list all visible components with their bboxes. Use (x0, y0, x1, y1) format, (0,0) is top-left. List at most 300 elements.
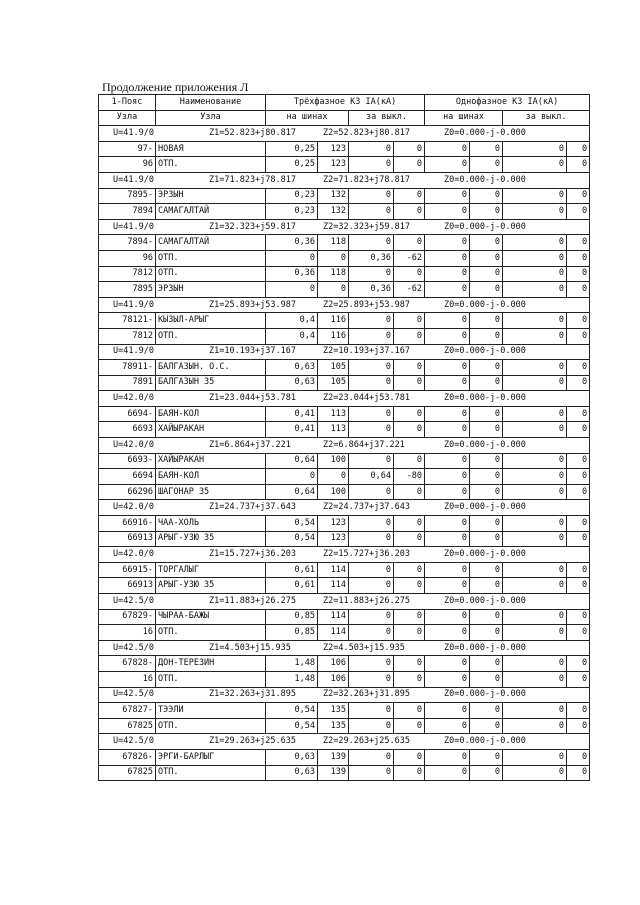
node-name: БАЯН-КОЛ (156, 469, 266, 485)
section-parameters (99, 391, 590, 407)
node-name: ХАЙЫРАКАН (156, 453, 266, 469)
3ph-bus-angle: 114 (318, 609, 349, 625)
table-row (99, 718, 590, 734)
3ph-switch-angle: 0 (394, 625, 425, 641)
section-u: U=41.9/0 (113, 221, 154, 232)
3ph-bus-angle: 123 (318, 516, 349, 532)
3ph-switch-current: 0 (349, 422, 394, 438)
3ph-bus-angle: 106 (318, 671, 349, 687)
3ph-switch-angle: 0 (394, 422, 425, 438)
3ph-switch-current: 0 (349, 360, 394, 376)
3ph-switch-angle: 0 (394, 313, 425, 329)
1ph-switch-angle: 0 (567, 157, 590, 173)
3ph-switch-angle: -80 (394, 469, 425, 485)
1ph-bus-current: 0 (425, 516, 470, 532)
section-z1: Z1=6.864+j37.221 (209, 439, 291, 450)
section-u: U=42.0/0 (113, 549, 154, 560)
section-z1: Z1=71.823+j78.817 (209, 174, 296, 185)
section-row (99, 734, 590, 750)
1ph-switch-angle: 0 (567, 375, 590, 391)
1ph-bus-angle: 0 (470, 765, 503, 781)
header-node-number: 1-Пояс (99, 95, 156, 111)
3ph-bus-current: 0,23 (266, 188, 318, 204)
1ph-bus-current: 0 (425, 282, 470, 298)
1ph-bus-angle: 0 (470, 282, 503, 298)
1ph-switch-current: 0 (503, 656, 567, 672)
table-row (99, 141, 590, 157)
1ph-switch-angle: 0 (567, 484, 590, 500)
3ph-bus-current: 0,54 (266, 531, 318, 547)
1ph-bus-angle: 0 (470, 313, 503, 329)
node-number: 16 (99, 671, 156, 687)
3ph-bus-current: 0,63 (266, 765, 318, 781)
section-u: U=42.5/0 (113, 595, 154, 606)
header-1ph-behind-switch: за выкл. (503, 110, 590, 126)
1ph-switch-current: 0 (503, 484, 567, 500)
header-node: Узла (99, 110, 156, 126)
1ph-switch-current: 0 (503, 188, 567, 204)
1ph-switch-angle: 0 (567, 609, 590, 625)
3ph-switch-angle: 0 (394, 157, 425, 173)
1ph-switch-angle: 0 (567, 703, 590, 719)
section-row (99, 172, 590, 188)
3ph-bus-current: 0,41 (266, 406, 318, 422)
1ph-bus-current: 0 (425, 157, 470, 173)
1ph-bus-current: 0 (425, 562, 470, 578)
header-3ph-behind-switch: за выкл. (349, 110, 425, 126)
node-number: 78121- (99, 313, 156, 329)
1ph-bus-angle: 0 (470, 188, 503, 204)
3ph-switch-current: 0,64 (349, 469, 394, 485)
node-name: КЫЗЫЛ-АРЫГ (156, 313, 266, 329)
node-name: ЭРГИ-БАРЛЫГ (156, 749, 266, 765)
1ph-switch-current: 0 (503, 703, 567, 719)
3ph-switch-current: 0 (349, 703, 394, 719)
1ph-bus-current: 0 (425, 235, 470, 251)
3ph-switch-angle: 0 (394, 204, 425, 220)
node-number: 66913 (99, 531, 156, 547)
1ph-switch-angle: 0 (567, 531, 590, 547)
1ph-switch-current: 0 (503, 718, 567, 734)
1ph-switch-angle: 0 (567, 406, 590, 422)
node-name: АРЫГ-УЗЮ 35 (156, 578, 266, 594)
3ph-switch-angle: 0 (394, 656, 425, 672)
node-name: ЭРЗЫН (156, 282, 266, 298)
section-u: U=42.0/0 (113, 439, 154, 450)
1ph-switch-angle: 0 (567, 141, 590, 157)
3ph-bus-current: 0 (266, 282, 318, 298)
header-row-2 (99, 110, 590, 126)
table-row (99, 204, 590, 220)
section-parameters (99, 438, 590, 454)
3ph-switch-angle: -62 (394, 282, 425, 298)
section-z2: Z2=52.823+j80.817 (323, 127, 410, 138)
3ph-switch-angle: 0 (394, 188, 425, 204)
node-name: ТЭЭЛИ (156, 703, 266, 719)
3ph-switch-angle: 0 (394, 531, 425, 547)
section-z0: Z0=0.000-j-0.000 (444, 221, 526, 232)
1ph-switch-current: 0 (503, 360, 567, 376)
table-row (99, 250, 590, 266)
1ph-bus-current: 0 (425, 328, 470, 344)
3ph-switch-current: 0 (349, 406, 394, 422)
3ph-switch-current: 0 (349, 562, 394, 578)
3ph-switch-angle: 0 (394, 375, 425, 391)
1ph-switch-current: 0 (503, 749, 567, 765)
node-name: ОТП. (156, 671, 266, 687)
1ph-bus-angle: 0 (470, 703, 503, 719)
3ph-bus-angle: 105 (318, 360, 349, 376)
3ph-switch-angle: 0 (394, 765, 425, 781)
3ph-bus-angle: 114 (318, 578, 349, 594)
3ph-bus-current: 0,36 (266, 235, 318, 251)
section-z0: Z0=0.000-j-0.000 (444, 502, 526, 513)
node-number: 78911- (99, 360, 156, 376)
1ph-switch-angle: 0 (567, 313, 590, 329)
1ph-bus-current: 0 (425, 188, 470, 204)
1ph-bus-current: 0 (425, 578, 470, 594)
section-parameters (99, 219, 590, 235)
3ph-switch-angle: 0 (394, 516, 425, 532)
section-z2: Z2=32.263+j31.895 (323, 689, 410, 700)
node-number: 67827- (99, 703, 156, 719)
3ph-switch-angle: -62 (394, 250, 425, 266)
table-row (99, 328, 590, 344)
3ph-bus-current: 0,64 (266, 484, 318, 500)
node-name: ОТП. (156, 266, 266, 282)
section-parameters (99, 344, 590, 360)
1ph-bus-current: 0 (425, 703, 470, 719)
node-name: ЧЫРАА-БАЖЫ (156, 609, 266, 625)
section-z2: Z2=24.737+j37.643 (323, 502, 410, 513)
1ph-bus-angle: 0 (470, 484, 503, 500)
node-number: 7894 (99, 204, 156, 220)
table-row (99, 406, 590, 422)
3ph-bus-angle: 100 (318, 453, 349, 469)
1ph-switch-current: 0 (503, 531, 567, 547)
table-row (99, 656, 590, 672)
3ph-switch-current: 0 (349, 375, 394, 391)
3ph-bus-current: 0,41 (266, 422, 318, 438)
section-z2: Z2=71.823+j78.817 (323, 174, 410, 185)
3ph-switch-current: 0 (349, 313, 394, 329)
node-number: 6694 (99, 469, 156, 485)
section-row (99, 297, 590, 313)
1ph-bus-angle: 0 (470, 671, 503, 687)
3ph-bus-angle: 135 (318, 703, 349, 719)
node-name: ОТП. (156, 157, 266, 173)
3ph-bus-angle: 123 (318, 531, 349, 547)
node-number: 66916- (99, 516, 156, 532)
1ph-switch-current: 0 (503, 625, 567, 641)
3ph-switch-current: 0,36 (349, 250, 394, 266)
section-row (99, 547, 590, 563)
3ph-bus-angle: 139 (318, 749, 349, 765)
1ph-bus-current: 0 (425, 469, 470, 485)
3ph-bus-current: 0,54 (266, 718, 318, 734)
node-name: ДОН-ТЕРЕЗИН (156, 656, 266, 672)
1ph-bus-current: 0 (425, 671, 470, 687)
3ph-bus-current: 0,63 (266, 375, 318, 391)
node-name: БАЛГАЗЫН. О.С. (156, 360, 266, 376)
1ph-switch-current: 0 (503, 375, 567, 391)
section-parameters (99, 126, 590, 142)
3ph-bus-current: 0,25 (266, 141, 318, 157)
1ph-bus-current: 0 (425, 266, 470, 282)
1ph-switch-angle: 0 (567, 656, 590, 672)
1ph-switch-angle: 0 (567, 765, 590, 781)
3ph-bus-angle: 113 (318, 406, 349, 422)
table-row (99, 235, 590, 251)
node-number: 7891 (99, 375, 156, 391)
3ph-switch-current: 0 (349, 141, 394, 157)
3ph-switch-current: 0 (349, 578, 394, 594)
3ph-bus-angle: 132 (318, 204, 349, 220)
3ph-bus-angle: 114 (318, 625, 349, 641)
node-number: 66913 (99, 578, 156, 594)
1ph-bus-angle: 0 (470, 235, 503, 251)
1ph-bus-current: 0 (425, 656, 470, 672)
table-row (99, 562, 590, 578)
node-number: 16 (99, 625, 156, 641)
3ph-switch-current: 0 (349, 765, 394, 781)
section-z0: Z0=0.000-j-0.000 (444, 736, 526, 747)
section-row (99, 344, 590, 360)
3ph-switch-angle: 0 (394, 671, 425, 687)
section-z1: Z1=11.883+j26.275 (209, 595, 296, 606)
table-row (99, 671, 590, 687)
3ph-switch-current: 0 (349, 235, 394, 251)
section-z0: Z0=0.000-j-0.000 (444, 299, 526, 310)
3ph-switch-angle: 0 (394, 406, 425, 422)
node-number: 6694- (99, 406, 156, 422)
1ph-bus-angle: 0 (470, 157, 503, 173)
3ph-switch-angle: 0 (394, 141, 425, 157)
node-name: НОВАЯ (156, 141, 266, 157)
1ph-bus-angle: 0 (470, 422, 503, 438)
table-row (99, 484, 590, 500)
section-z0: Z0=0.000-j-0.000 (444, 642, 526, 653)
section-parameters (99, 297, 590, 313)
3ph-switch-current: 0 (349, 453, 394, 469)
3ph-bus-angle: 132 (318, 188, 349, 204)
section-u: U=41.9/0 (113, 127, 154, 138)
1ph-bus-current: 0 (425, 313, 470, 329)
3ph-bus-current: 0,54 (266, 516, 318, 532)
node-name: АРЫГ-УЗЮ 35 (156, 531, 266, 547)
section-parameters (99, 594, 590, 610)
3ph-bus-current: 0,36 (266, 266, 318, 282)
section-u: U=41.9/0 (113, 174, 154, 185)
table-row (99, 516, 590, 532)
node-name: ОТП. (156, 765, 266, 781)
3ph-bus-current: 1,48 (266, 656, 318, 672)
header-node-name: Узла (156, 110, 266, 126)
header-three-phase: Трёхфазное КЗ IA(кА) (266, 95, 425, 111)
1ph-bus-angle: 0 (470, 204, 503, 220)
1ph-bus-current: 0 (425, 375, 470, 391)
1ph-bus-current: 0 (425, 250, 470, 266)
node-number: 67828- (99, 656, 156, 672)
1ph-bus-angle: 0 (470, 141, 503, 157)
1ph-switch-current: 0 (503, 157, 567, 173)
node-name: ЭРЗЫН (156, 188, 266, 204)
3ph-bus-angle: 100 (318, 484, 349, 500)
section-z1: Z1=15.727+j36.203 (209, 549, 296, 560)
node-number: 67826- (99, 749, 156, 765)
3ph-bus-angle: 118 (318, 235, 349, 251)
node-name: ОТП. (156, 718, 266, 734)
1ph-bus-current: 0 (425, 718, 470, 734)
node-number: 96 (99, 157, 156, 173)
short-circuit-table (98, 94, 590, 781)
section-z1: Z1=4.503+j15.935 (209, 642, 291, 653)
3ph-switch-current: 0 (349, 656, 394, 672)
section-u: U=42.5/0 (113, 736, 154, 747)
section-u: U=41.9/0 (113, 299, 154, 310)
node-number: 67829- (99, 609, 156, 625)
1ph-bus-angle: 0 (470, 328, 503, 344)
node-number: 66296 (99, 484, 156, 500)
table-row (99, 375, 590, 391)
3ph-bus-current: 0,85 (266, 609, 318, 625)
3ph-switch-angle: 0 (394, 453, 425, 469)
section-z0: Z0=0.000-j-0.000 (444, 346, 526, 357)
section-z2: Z2=15.727+j36.203 (323, 549, 410, 560)
3ph-bus-angle: 0 (318, 282, 349, 298)
3ph-switch-angle: 0 (394, 749, 425, 765)
1ph-bus-angle: 0 (470, 406, 503, 422)
3ph-bus-current: 0,4 (266, 328, 318, 344)
table-row (99, 531, 590, 547)
1ph-bus-angle: 0 (470, 375, 503, 391)
3ph-switch-current: 0 (349, 749, 394, 765)
node-number: 7895- (99, 188, 156, 204)
1ph-switch-angle: 0 (567, 422, 590, 438)
1ph-bus-angle: 0 (470, 469, 503, 485)
1ph-bus-angle: 0 (470, 609, 503, 625)
3ph-switch-current: 0 (349, 625, 394, 641)
section-row (99, 219, 590, 235)
section-z0: Z0=0.000-j-0.000 (444, 439, 526, 450)
node-number: 6693- (99, 453, 156, 469)
node-name: БАЯН-КОЛ (156, 406, 266, 422)
table-row (99, 453, 590, 469)
1ph-switch-current: 0 (503, 516, 567, 532)
node-number: 67825 (99, 765, 156, 781)
node-name: ШАГОНАР 35 (156, 484, 266, 500)
1ph-switch-current: 0 (503, 235, 567, 251)
node-name: САМАГАЛТАЙ (156, 235, 266, 251)
section-row (99, 594, 590, 610)
1ph-bus-current: 0 (425, 204, 470, 220)
1ph-bus-angle: 0 (470, 531, 503, 547)
1ph-switch-current: 0 (503, 453, 567, 469)
1ph-bus-angle: 0 (470, 578, 503, 594)
section-u: U=42.0/0 (113, 502, 154, 513)
table-row (99, 703, 590, 719)
node-number: 7812 (99, 328, 156, 344)
table-row (99, 282, 590, 298)
section-z2: Z2=6.864+j37.221 (323, 439, 405, 450)
1ph-switch-angle: 0 (567, 562, 590, 578)
1ph-switch-current: 0 (503, 609, 567, 625)
3ph-bus-angle: 123 (318, 157, 349, 173)
section-row (99, 500, 590, 516)
1ph-switch-angle: 0 (567, 625, 590, 641)
3ph-bus-angle: 116 (318, 313, 349, 329)
1ph-bus-angle: 0 (470, 250, 503, 266)
section-z0: Z0=0.000-j-0.000 (444, 595, 526, 606)
1ph-switch-current: 0 (503, 204, 567, 220)
3ph-bus-current: 0 (266, 469, 318, 485)
1ph-switch-current: 0 (503, 578, 567, 594)
1ph-switch-angle: 0 (567, 578, 590, 594)
3ph-bus-angle: 114 (318, 562, 349, 578)
header-single-phase: Однофазное КЗ IA(кА) (425, 95, 590, 111)
table-row (99, 157, 590, 173)
1ph-bus-current: 0 (425, 609, 470, 625)
3ph-switch-current: 0 (349, 671, 394, 687)
1ph-switch-current: 0 (503, 765, 567, 781)
3ph-switch-current: 0 (349, 157, 394, 173)
1ph-switch-current: 0 (503, 562, 567, 578)
1ph-switch-angle: 0 (567, 671, 590, 687)
section-z1: Z1=10.193+j37.167 (209, 346, 296, 357)
3ph-switch-current: 0 (349, 188, 394, 204)
1ph-switch-current: 0 (503, 313, 567, 329)
section-parameters (99, 172, 590, 188)
table-row (99, 313, 590, 329)
1ph-bus-angle: 0 (470, 718, 503, 734)
3ph-bus-current: 0,63 (266, 749, 318, 765)
1ph-bus-current: 0 (425, 531, 470, 547)
table-row (99, 422, 590, 438)
1ph-switch-angle: 0 (567, 469, 590, 485)
1ph-switch-angle: 0 (567, 360, 590, 376)
3ph-bus-current: 0,4 (266, 313, 318, 329)
document-caption: Продолжение приложения Л (102, 80, 249, 94)
1ph-bus-angle: 0 (470, 625, 503, 641)
1ph-switch-current: 0 (503, 250, 567, 266)
1ph-switch-current: 0 (503, 422, 567, 438)
1ph-bus-current: 0 (425, 484, 470, 500)
3ph-bus-current: 1,48 (266, 671, 318, 687)
section-z2: Z2=10.193+j37.167 (323, 346, 410, 357)
header-1ph-on-bus: на шинах (425, 110, 503, 126)
1ph-bus-angle: 0 (470, 562, 503, 578)
1ph-bus-angle: 0 (470, 749, 503, 765)
1ph-bus-current: 0 (425, 765, 470, 781)
1ph-switch-angle: 0 (567, 718, 590, 734)
1ph-bus-angle: 0 (470, 360, 503, 376)
section-u: U=42.5/0 (113, 689, 154, 700)
1ph-switch-current: 0 (503, 328, 567, 344)
section-z2: Z2=29.263+j25.635 (323, 736, 410, 747)
table-row (99, 765, 590, 781)
node-number: 96 (99, 250, 156, 266)
1ph-bus-angle: 0 (470, 656, 503, 672)
section-row (99, 438, 590, 454)
table-row (99, 360, 590, 376)
3ph-switch-current: 0 (349, 266, 394, 282)
1ph-bus-current: 0 (425, 422, 470, 438)
1ph-switch-angle: 0 (567, 188, 590, 204)
1ph-switch-angle: 0 (567, 250, 590, 266)
1ph-switch-current: 0 (503, 406, 567, 422)
section-parameters (99, 500, 590, 516)
3ph-switch-angle: 0 (394, 360, 425, 376)
